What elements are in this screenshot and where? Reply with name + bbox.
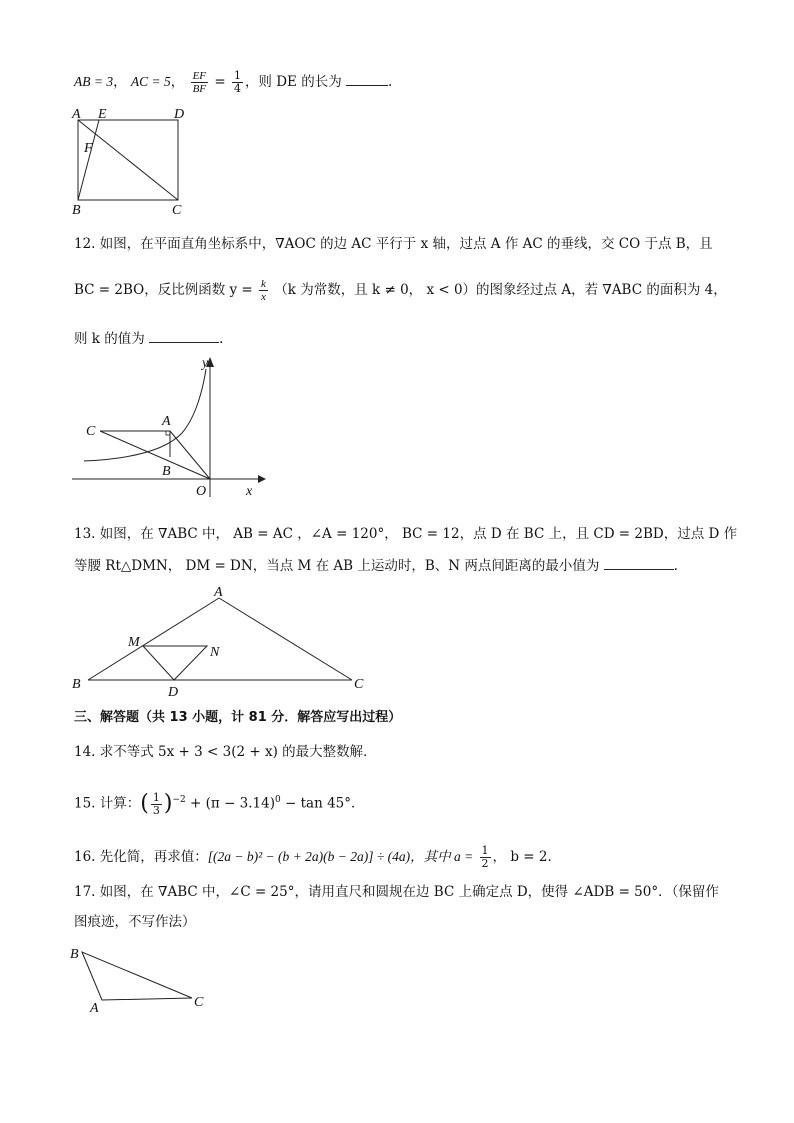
q17-line2: 图痕迹，不写作法）	[74, 914, 196, 930]
fig11-label-e: E	[98, 107, 107, 122]
fig11-label-f: F	[84, 141, 93, 156]
fig12-label-o: O	[196, 484, 207, 499]
fig17-label-a: A	[90, 1001, 99, 1016]
fig11-label-d: D	[174, 107, 185, 122]
q13-line1: 13. 如图，在 ∇ABC 中， AB = AC ，∠A = 120°， BC = 12，点 D 在 BC 上，且 CD = 2BD，过点 D 作	[74, 526, 738, 542]
fig17-label-c: C	[194, 995, 204, 1010]
q11-ratio-fraction: $\frac{EF}{BF}$	[192, 70, 207, 95]
fig12-label-a: A	[162, 414, 171, 429]
fig13-label-c: C	[354, 677, 364, 692]
fig13-label-n: N	[210, 645, 220, 660]
q12-line1: 12. 如图，在平面直角坐标系中，∇AOC 的边 AC 平行于 x 轴，过点 A 作 AC 的垂线，交 CO 于点 B，且	[74, 236, 713, 252]
q12-k-over-x: $\frac{k}{x}$	[261, 278, 266, 303]
fig17-label-b: B	[70, 947, 79, 962]
q11-line: AB = 3， AC = 5， $\frac{EF}{BF}$ = $\frac{1}{4}$ ，则 DE 的长为 .	[74, 69, 393, 95]
figure-13-triangle	[72, 584, 392, 699]
q11-ac: AC = 5	[130, 74, 171, 89]
q12-answer-blank[interactable]	[149, 328, 219, 343]
fig13-label-d: D	[168, 685, 179, 700]
q16-line: 16. 先化简，再求值：[(2a − b)² − (b + 2a)(b − 2a)] ÷ (4a)，其中 a = $\frac{1}{2}$ ， b = 2．	[74, 844, 561, 870]
q15-line: 15. 计算：( $\frac{1}{3}$ )$^{-2} + (\pi - 3.14)^0 - \tan 45^\circ$．	[74, 790, 365, 817]
fig11-label-c: C	[172, 203, 182, 218]
fig12-label-x: x	[246, 484, 253, 499]
q11-answer-blank[interactable]	[346, 71, 388, 86]
q11-value-fraction: $\frac{1}{4}$	[233, 69, 241, 95]
q11-ab: AB = 3	[74, 74, 114, 89]
q15-one-third: $\frac{1}{3}$	[152, 790, 160, 817]
fig13-label-m: M	[128, 635, 140, 650]
q11-sep: ，	[113, 74, 127, 90]
q13-line2: 等腰 Rt△DMN， DM = DN，当点 M 在 AB 上运动时，B、N 两点间距离的最小值为 .	[74, 555, 678, 576]
fig12-label-c: C	[86, 424, 96, 439]
q11-equals: =	[214, 74, 226, 90]
q11-sep: ，	[170, 74, 185, 90]
q16-a-value: $\frac{1}{2}$	[481, 844, 489, 870]
section-3-heading: 三、解答题（共 13 小题，计 81 分．解答应写出过程）	[74, 710, 402, 725]
fig12-label-y: y	[202, 356, 209, 371]
q13-answer-blank[interactable]	[604, 555, 674, 570]
figure-17-triangle	[68, 940, 218, 1020]
q14-text: 14. 求不等式 5x + 3 < 3(2 + x) 的最大整数解．	[74, 744, 377, 760]
fig11-label-a: A	[72, 107, 81, 122]
fig13-label-a: A	[214, 585, 223, 600]
q11-tail: ，则 DE 的长为	[244, 74, 342, 90]
figure-12-coordinate-plane	[70, 355, 270, 505]
fig11-label-b: B	[72, 203, 81, 218]
fig12-label-b: B	[162, 464, 171, 479]
fig13-label-b: B	[72, 677, 81, 692]
q17-line1: 17. 如图，在 ∇ABC 中，∠C = 25°，请用直尺和圆规在边 BC 上确定点 D，使得 ∠ADB = 50°．（保留作	[74, 884, 719, 900]
q12-line3: 则 k 的值为 .	[74, 328, 223, 349]
figure-11-rectangle	[68, 107, 208, 220]
q12-line2: BC = 2BO，反比例函数 y = $\frac{k}{x}$ （k 为常数，且 k ≠ 0， x < 0）的图象经过点 A，若 ∇ABC 的面积为 4，	[74, 278, 727, 303]
